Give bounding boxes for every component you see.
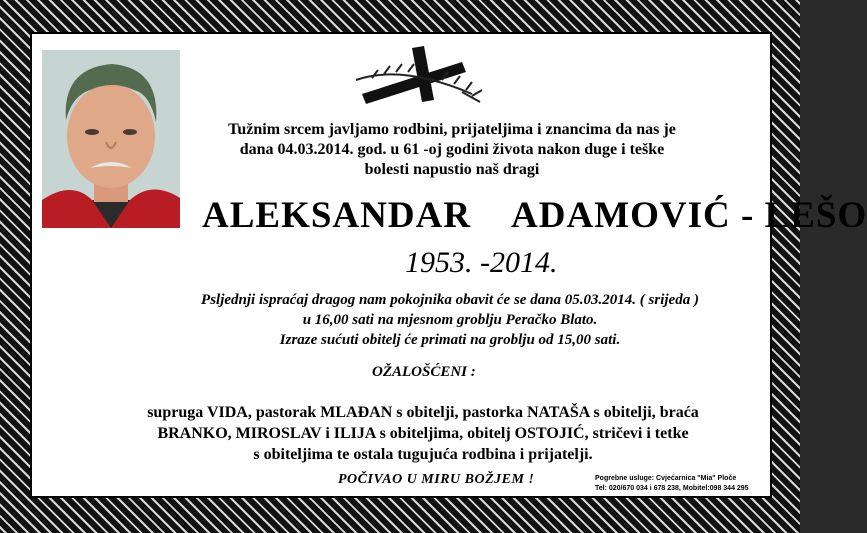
portrait-photo [42,50,180,228]
funeral-service-credit [595,474,775,494]
intro-line: Tužnim srcem javljamo rodbini, prijateljima i znancima da nas je [228,121,676,138]
funeral-line: Psljednji ispraćaj dragog nam pokojnika obavit će se dana 05.03.2014. ( srijeda ) [201,292,699,308]
mourners-line: supruga VIDA, pastorak MLAĐAN s obitelji, pastorka NATAŠA s obitelji, braća [147,404,699,421]
mourners-list [98,402,748,465]
intro-line: dana 04.03.2014. god. u 61 -oj godini života nakon duge i teške [239,141,665,158]
credit-line: Pogrebne usluge: Cvjećarnica "Mia" Ploče [595,475,737,482]
deceased-name [202,194,867,237]
mourners-heading: OŽALOŠĆENI : [372,364,476,380]
funeral-line: u 16,00 sati na mjesnom groblju Peračko Blato. [302,312,598,328]
last-name: ADAMOVIĆ - LEŠO [511,195,867,236]
intro-line: bolesti napustio naš dragi [364,161,540,178]
intro-text [202,120,702,180]
funeral-line: Izraze sućuti obitelj će primati na groblju od 15,00 sati. [279,332,621,348]
funeral-details [150,290,750,350]
cross-with-palm-icon [352,44,502,114]
mourners-line: BRANKO, MIROSLAV i ILIJA s obiteljima, obitelj OSTOJIĆ, stričevi i tetke [157,425,689,442]
mourners-line: s obiteljima te ostala tugujuća rodbina i prijatelji. [253,446,593,463]
obituary-card [30,32,867,498]
rest-in-peace-text: POČIVAO U MIRU BOŽJEM ! [338,472,535,487]
life-years: 1953. -2014. [405,246,558,279]
credit-line: Tel: 020/670 034 i 678 238, Mobitel:098 344 295 [595,485,749,492]
first-name: ALEKSANDAR [202,195,472,236]
